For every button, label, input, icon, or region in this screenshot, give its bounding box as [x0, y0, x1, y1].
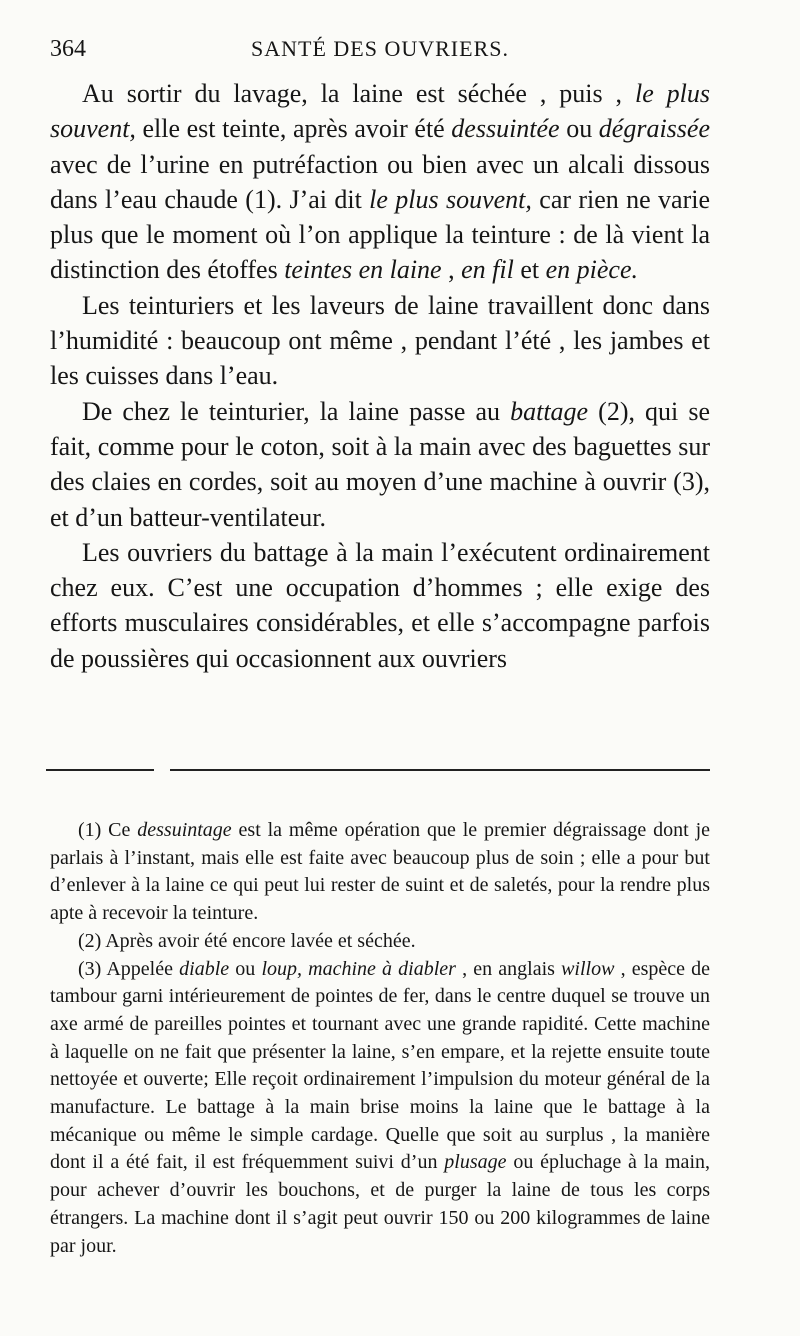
italic-span: loup, machine à diabler	[261, 957, 456, 980]
paragraph-3	[50, 394, 710, 535]
paragraph-2: Les teinturiers et les laveurs de laine travaillent donc dans l’humidité : beaucoup ont même , pendant l’été , les jambes et les cuisses dans l’eau.	[50, 290, 710, 391]
footnote-1	[50, 817, 710, 928]
italic-span: plusage	[444, 1151, 507, 1174]
italic-span: en pièce.	[545, 255, 638, 285]
italic-span: teintes en laine	[284, 255, 442, 285]
text-span: ou épluchage à la main, pour achever d’ouvrir les bouchons, et de purger la laine de tous les corps étrangers. La machine dont il s’agit peut ouvrir 150 ou 200 kilogrammes de laine par jour.	[50, 1151, 710, 1257]
italic-span: en fil	[461, 255, 514, 285]
text-span: ou	[559, 114, 599, 144]
page-number: 364	[50, 36, 86, 62]
italic-span: le plus souvent,	[50, 79, 710, 144]
italic-span: dessuintée	[451, 114, 560, 144]
text-span: elle est teinte, après avoir été	[135, 114, 452, 144]
text-span: ,	[441, 255, 462, 285]
text-span: (3) Appelée	[78, 957, 180, 980]
text-span: , en anglais	[455, 957, 562, 980]
footnotes	[50, 817, 710, 1260]
text-span: (2), qui se fait, comme pour le coton, soit à la main avec des baguettes sur des claies en cordes, soit au moyen d’une machine à ouvrir (3), et d’un batteur-ventilateur.	[50, 396, 710, 532]
text-span: ou	[229, 957, 262, 980]
text-span: Au sortir du lavage, la laine est séchée , puis ,	[82, 79, 635, 108]
text-span: car rien ne varie plus que le moment où l’on applique la teinture : de là vient la distinction des étoffes	[50, 184, 711, 285]
italic-span: dégraissée	[598, 114, 710, 144]
text-span: est la même opération que le premier dégraissage dont je parlais à l’instant, mais elle est faite avec beaucoup plus de soin ; elle a pour but d’enlever à la laine ce qui peut lui rester de suint et de saletés, pour la rendre plus apte à recevoir la teinture.	[50, 819, 711, 925]
italic-span: willow	[561, 957, 615, 980]
footnote-separator	[46, 769, 710, 773]
text-span: De chez le teinturier, la laine passe au	[82, 396, 511, 426]
italic-span: battage	[510, 396, 589, 426]
text-span: , espèce de tambour garni intérieurement de pointes de fer, dans le centre duquel se trouve un axe armé de pareilles pointes et tournant avec une grande rapidité. Cette machine à laquelle on ne fait que présenter la laine, s’en empare, et la rejette ensuite toute nettoyée et ouverte; Elle reçoit ordinairement l’impulsion du moteur général de la manufacture. Le battage à la main brise moins la laine que le battage à la mécanique ou même le simple cardage. Quelle que soit au surplus , la manière dont il a été fait, il est fréquemment suivi d’un	[50, 957, 711, 1174]
separator-rule-long	[170, 769, 710, 771]
italic-span: le plus souvent,	[369, 184, 532, 214]
footnote-2: (2) Après avoir été encore lavée et séchée.	[78, 929, 416, 952]
page-header	[50, 36, 710, 76]
italic-span: diable	[179, 957, 230, 980]
text-span: (1) Ce	[78, 819, 138, 841]
running-title: SANTÉ DES OUVRIERS.	[251, 36, 509, 61]
text-span: avec de l’urine en putréfaction ou bien avec un alcali dissous dans l’eau chaude (1). J’ai dit	[50, 149, 710, 214]
footnote-3	[50, 956, 710, 1261]
paragraph-1	[50, 76, 710, 288]
separator-rule-short	[46, 769, 154, 771]
main-text	[50, 76, 710, 676]
text-span: et	[513, 255, 546, 285]
italic-span: dessuintage	[137, 819, 232, 841]
paragraph-4: Les ouvriers du battage à la main l’exécutent ordinairement chez eux. C’est une occupation d’hommes ; elle exige des efforts musculaires considérables, et elle s’accompagne parfois de poussières qui occasionnent aux ouvriers	[50, 537, 710, 673]
